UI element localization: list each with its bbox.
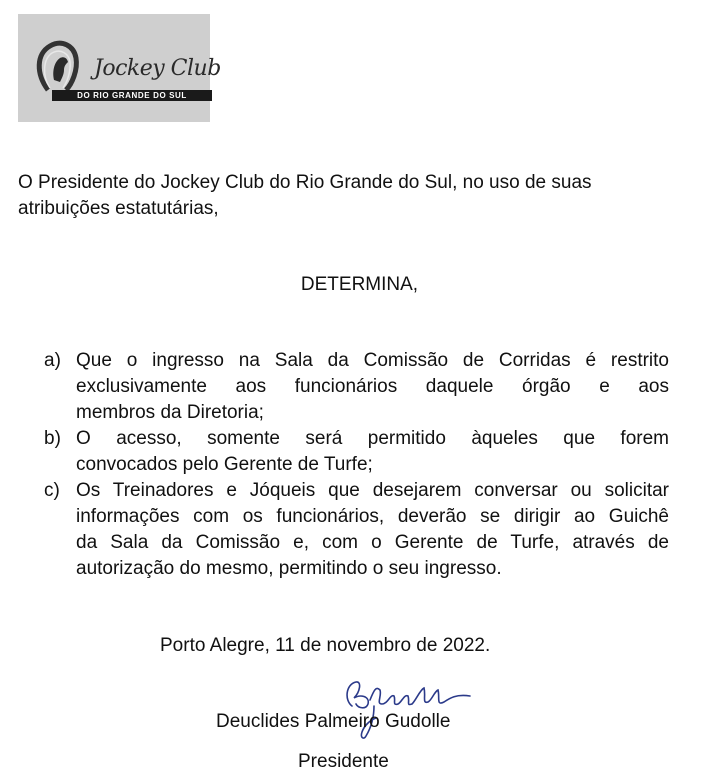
determination-list [44,348,669,582]
list-item [44,426,669,478]
list-item-line: Os Treinadores e Jóqueis que desejarem conversar ou solicitar [76,480,669,501]
list-item-line: autorização do mesmo, permitindo o seu ingresso. [76,558,502,579]
jockey-club-logo [18,14,221,122]
list-item-line: da Sala da Comissão e, com o Gerente de Turfe, através de [76,532,669,553]
list-item-line: Que o ingresso na Sala da Comissão de Corridas é restrito [76,350,669,371]
list-item-line: O acesso, somente será permitido àqueles que forem [76,428,669,449]
list-item-marker: a) [44,350,61,371]
list-item-line: informações com os funcionários, deverão se dirigir ao Guichê [76,506,669,527]
list-item-line: membros da Diretoria; [76,402,264,423]
intro-line: O Presidente do Jockey Club do Rio Grande do Sul, no uso de suas [18,172,592,193]
logo-subtitle: DO RIO GRANDE DO SUL [52,90,212,101]
list-item-marker: c) [44,480,60,501]
list-item-marker: b) [44,428,61,449]
determina-heading: DETERMINA, [300,274,419,295]
logo-name: Jockey Club [94,56,221,81]
intro-paragraph [18,170,698,222]
list-item-line: exclusivamente aos funcionários daquele órgão e aos [76,376,669,397]
list-item-line: convocados pelo Gerente de Turfe; [76,454,373,475]
list-item [44,478,669,582]
document-date: Porto Alegre, 11 de novembro de 2022. [160,635,491,656]
list-item [44,348,669,426]
signatory-name: Deuclides Palmeiro Gudolle [216,711,451,732]
signatory-role: Presidente [298,751,389,772]
intro-line: atribuições estatutárias, [18,198,219,219]
